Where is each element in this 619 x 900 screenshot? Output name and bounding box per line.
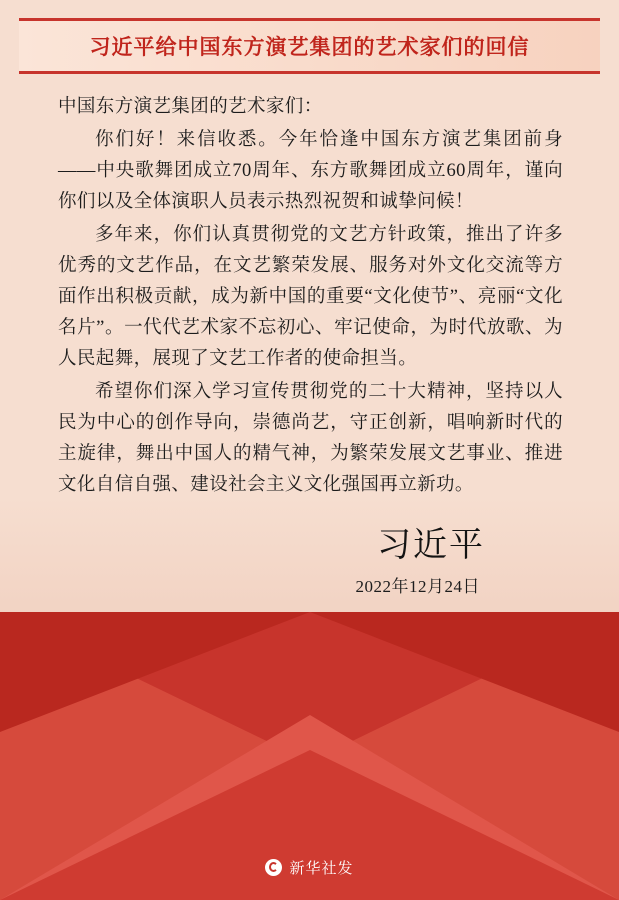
letter-salutation: 中国东方演艺集团的艺术家们： <box>58 97 323 117</box>
letter-body <box>58 92 563 597</box>
title-banner <box>19 18 600 74</box>
footer-credit <box>0 857 619 878</box>
signature-date: 2022年12月24日 <box>355 577 480 596</box>
letter-paragraph-3: 希望你们深入学习宣传贯彻党的二十大精神，坚持以人民为中心的创作导向，崇德尚艺，守正创新，唱响新时代的主旋律，舞出中国人的精气神，为繁荣发展文艺事业、推进文化自信自强、建设社会主义文化强国再立新功。 <box>58 382 563 495</box>
letter-paragraph-1: 你们好！来信收悉。今年恰逢中国东方演艺集团前身——中央歌舞团成立70周年、东方歌舞团成立60周年，谨向你们以及全体演职人员表示热烈祝贺和诚挚问候！ <box>58 130 563 212</box>
envelope-top-left-shape <box>0 612 310 732</box>
signature-block <box>58 517 563 566</box>
footer-credit-label: 新华社发 <box>289 861 354 877</box>
signature-name: 习近平 <box>377 527 485 564</box>
xinhua-logo-icon <box>265 859 282 876</box>
envelope-top-right-shape <box>310 612 619 732</box>
letter-paragraph-2: 多年来，你们认真贯彻党的文艺方针政策，推出了许多优秀的文艺作品，在文艺繁荣发展、服务对外文化交流等方面作出积极贡献，成为新中国的重要“文化使节”、亮丽“文化名片”。一代代艺术家不忘初心、牢记使命，为时代放歌、为人民起舞，展现了文艺工作者的使命担当。 <box>58 225 563 369</box>
page-title: 习近平给中国东方演艺集团的艺术家们的回信 <box>89 35 530 59</box>
